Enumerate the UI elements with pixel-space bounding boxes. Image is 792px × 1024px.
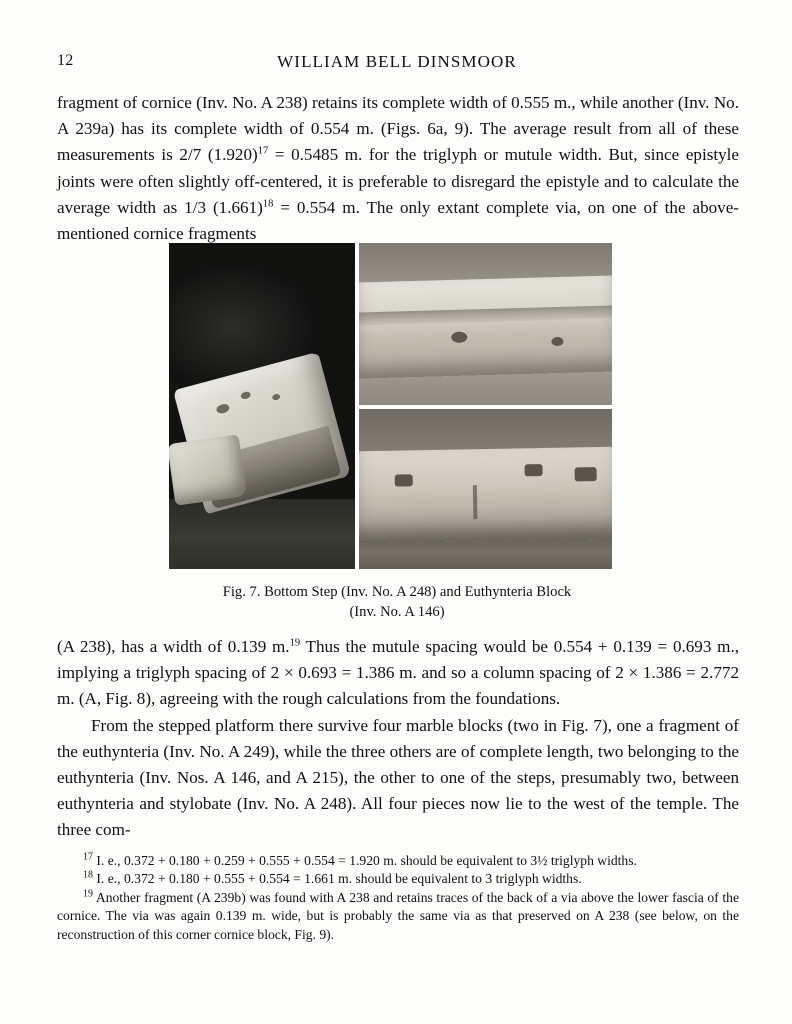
block-seam: [473, 485, 478, 519]
footnote-item: [57, 889, 739, 944]
footnote-item: [57, 870, 739, 888]
paragraph-2: (A 238), has a width of 0.139 m.$^{19}$ Thus the mutule spacing would be 0.554 + 0.139 = 0.693 m., implying a triglyph spacing of 2 × 0.693 = 1.386 m. and so a column spacing of 2 × 1.386 = 2.772 m. (A, Fig. 8), agreeing with the rough calculations from the foundations.: [57, 637, 740, 709]
figure-7-caption-line-1: Fig. 7. Bottom Step (Inv. No. A 248) and Euthynteria Block: [222, 584, 572, 600]
block-cutting: [524, 464, 542, 476]
paragraph-1-text: fragment of cornice (Inv. No. A 238) retains its complete width of 0.555 m., while another (Inv. No. A 239a) has its complete width of 0.554 m. (Figs. 6a, 9). The average result from all of these measurements is 2/7 $(1.920)^{17} = 0.5485$ m. for the triglyph or mutule width. But, since epistyle joints were often slightly off-centered, it is preferable to disregard the epistyle and to calculate the average width as 1/3 $(1.661)^{18} = 0.554$ m. The only extant complete via, on one of the above-mentioned cornice fragments: [57, 93, 740, 244]
figure-7: [169, 243, 612, 569]
footnote-marker: 18: [83, 869, 93, 881]
marble-fragment-block: [169, 434, 247, 505]
block-cutting: [551, 337, 563, 346]
page-number: 12: [57, 52, 74, 69]
footnote-text: I. e., 0.372 + 0.180 + 0.259 + 0.555 + 0.554 = 1.920 m. should be equivalent to 3½ triglyph widths.: [96, 853, 637, 868]
footnote-item: [57, 852, 739, 870]
block-pit: [215, 403, 230, 415]
block-pit: [240, 391, 251, 400]
figure-7-photo-plate: [169, 243, 612, 569]
running-title: WILLIAM BELL DINSMOOR: [277, 52, 517, 71]
block-pit: [272, 393, 281, 401]
block-cutting: [451, 332, 467, 343]
figure-7-caption: [112, 582, 682, 622]
paragraph-2-group: [57, 634, 739, 844]
footnote-text: Another fragment (A 239b) was found with A 238 and retains traces of the back of a via above the lower fascia of the cornice. The via was again 0.139 m. wide, but is probably the same via as that preserved on A 238 (see below, on the reconstruction of this corner cornice block, Fig. 9).: [57, 889, 739, 942]
footnote-text: I. e., 0.372 + 0.180 + 0.555 + 0.554 = 1.661 m. should be equivalent to 3 triglyph widths.: [96, 871, 582, 887]
footnote-marker: 19: [83, 888, 93, 900]
photo-left-ground: [169, 499, 355, 569]
figure-7-caption-line-2: (Inv. No. A 146): [349, 604, 445, 620]
paragraph-3: From the stepped platform there survive four marble blocks (two in Fig. 7), one a fragment of the euthynteria (Inv. No. A 249), while the three others are of complete length, two belonging to the euthynteria (Inv. Nos. A 146, and A 215), the other to one of the steps, presumably two, between euthynteria and stylobate (Inv. No. A 248). All four pieces now lie to the west of the temple. The three com-: [57, 715, 739, 840]
block-fascia-band: [359, 305, 612, 325]
paragraph-1: [57, 90, 739, 247]
step-block-lower-view: [359, 447, 612, 544]
block-cutting: [395, 474, 413, 486]
photo-lower-right-block: [359, 409, 612, 569]
euthynteria-block-a146: [359, 275, 612, 378]
block-cutting: [575, 467, 597, 481]
page-header: [57, 52, 737, 76]
footnote-marker: 17: [83, 851, 93, 863]
photo-upper-right-euthynteria: [359, 243, 612, 405]
photo-left-step-block: [169, 243, 355, 569]
footnotes: [57, 852, 739, 944]
